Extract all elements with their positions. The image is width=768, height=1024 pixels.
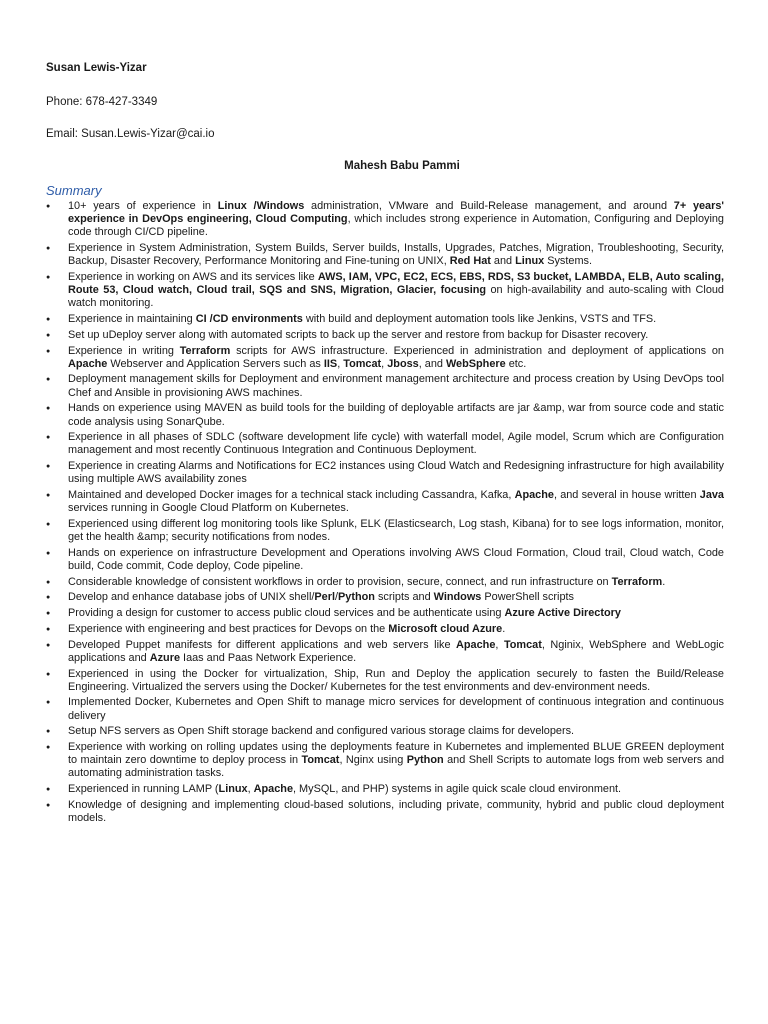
summary-item <box>46 741 724 781</box>
summary-item-text: scripts and <box>374 591 434 604</box>
summary-item <box>46 783 724 796</box>
summary-item-text: Linux /Windows <box>217 200 305 212</box>
summary-item-text: Deployment management skills for Deployment and environment management architecture and process creation by Using DevOps tool Chef and Ansible in provisioning AWS machines. <box>68 373 724 399</box>
summary-item <box>46 373 724 399</box>
summary-item-text: , and several in house written <box>553 489 700 502</box>
summary-item-text: PowerShell scripts <box>481 591 574 604</box>
summary-item-text: Setup NFS servers as Open Shift storage backend and configured various storage claims for developers. <box>68 725 575 738</box>
summary-item-text: / <box>335 591 339 604</box>
summary-item <box>46 799 724 825</box>
summary-item-text: Maintained and developed Docker images for a technical stack including Cassandra, Kafka, <box>68 489 515 502</box>
summary-item-text: , <box>381 357 388 370</box>
summary-item-text: IIS <box>323 357 338 370</box>
summary-item <box>46 460 724 486</box>
summary-item-text: Windows <box>433 591 482 604</box>
summary-item <box>46 329 724 342</box>
summary-item-text: Tomcat <box>343 357 382 370</box>
summary-item-text: , which includes strong experience in Automation, Configuring and Deploying code through CI/CD pipeline. <box>68 213 724 239</box>
summary-item-text: Red Hat <box>449 255 491 268</box>
summary-item-text: Terraform <box>611 575 663 588</box>
summary-item <box>46 200 724 240</box>
summary-item <box>46 271 724 311</box>
summary-item <box>46 725 724 738</box>
summary-item-text: , <box>247 783 254 796</box>
summary-item-text: Knowledge of designing and implementing cloud-based solutions, including private, community, hybrid and public cloud deployment models. <box>68 798 724 825</box>
summary-item-text: Linux <box>218 783 248 796</box>
summary-item-text: , <box>337 357 344 370</box>
summary-item-text: Apache <box>68 357 108 370</box>
summary-item-text: Linux <box>515 255 545 268</box>
summary-item-text: on high-availability and auto-scaling with Cloud watch monitoring. <box>68 284 724 310</box>
summary-item-text: Developed Puppet manifests for different applications and web servers like <box>68 638 457 651</box>
summary-item-text: , Nginx using <box>339 754 407 767</box>
summary-item-text: Apache <box>253 783 293 796</box>
summary-item <box>46 639 724 665</box>
summary-item <box>46 547 724 573</box>
summary-item-text: Experience in maintaining <box>68 313 196 326</box>
summary-item <box>46 576 724 589</box>
summary-item-text: Experience in creating Alarms and Notifications for EC2 instances using Cloud Watch and Redesigning infrastructure for high availability using multiple AWS availability zones <box>68 460 724 486</box>
summary-item-text: AWS, IAM, VPC, EC2, ECS, EBS, RDS, S3 bucket, LAMBDA, ELB, Auto scaling, Route 53, Cloud watch, Cloud trail, SQS and SNS, Migration, Glacier, focusing <box>68 271 725 297</box>
summary-item-text: 10+ years of experience in <box>68 200 218 212</box>
summary-item-text: Hands on experience using MAVEN as build tools for the building of deployable artifacts are jar &amp, war from source code and static code analysis using SonarQube. <box>68 402 724 428</box>
summary-item-text: Set up uDeploy server along with automated scripts to back up the server and restore from backup for Disaster recovery. <box>68 328 649 341</box>
contact-name: Susan Lewis-Yizar <box>46 62 147 74</box>
summary-item <box>46 402 724 428</box>
summary-item-text: . <box>662 575 666 588</box>
contact-email: Email: Susan.Lewis-Yizar@cai.io <box>46 128 215 140</box>
summary-item-text: Jboss <box>387 357 419 370</box>
summary-item-text: , Nginix, WebSphere and WebLogic applications and <box>68 638 724 664</box>
contact-phone: Phone: 678-427-3349 <box>46 96 158 108</box>
summary-item-text: Systems. <box>544 255 592 268</box>
summary-item <box>46 242 724 268</box>
summary-item-text: services running in Google Cloud Platform on Kubernetes. <box>68 502 349 515</box>
summary-item-text: etc. <box>505 357 527 370</box>
summary-item-text: Experience in writing <box>68 344 180 357</box>
summary-item-text: Develop and enhance database jobs of UNIX shell/ <box>68 591 315 604</box>
summary-item-text: Webserver and Application Servers such as <box>107 357 324 370</box>
summary-list <box>46 200 724 825</box>
summary-item-text: . <box>502 622 506 635</box>
summary-item-text: Java <box>699 489 724 502</box>
summary-item-text: Hands on experience on infrastructure Development and Operations involving AWS Cloud Formation, Cloud trail, Cloud watch, Code build, Code commit, Code deploy, Code pipeline. <box>68 546 724 573</box>
summary-item-text: CI /CD environments <box>195 313 303 326</box>
summary-item <box>46 518 724 544</box>
summary-item-text: Providing a design for customer to access public cloud services and be authenticate using <box>68 607 505 620</box>
summary-item <box>46 696 724 722</box>
summary-item-text: , MySQL, and PHP) systems in agile quick scale cloud environment. <box>293 783 622 796</box>
summary-item-text: Experience in working on AWS and its services like <box>68 271 318 284</box>
summary-item-text: administration, VMware and Build-Release management, and around <box>304 200 674 212</box>
summary-item-text: Experience with engineering and best practices for Devops on the <box>68 622 389 635</box>
summary-item-text: , and <box>418 357 446 370</box>
summary-item-text: with build and deployment automation tools like Jenkins, VSTS and TFS. <box>302 313 657 326</box>
summary-item-text: Microsoft cloud Azure <box>388 622 503 635</box>
summary-item-text: Implemented Docker, Kubernetes and Open Shift to manage micro services for development of continuous integration and continuous delivery <box>68 696 724 722</box>
summary-item-text: Perl <box>314 591 336 604</box>
summary-item-text: Iaas and Paas Network Experience. <box>180 651 357 664</box>
summary-item-text: 7+ years' experience in DevOps engineering, Cloud Computing <box>68 200 724 226</box>
summary-item-text: Experience in all phases of SDLC (software development life cycle) with waterfall model, Agile model, Scrum which are Configuration management and most recently Continuous Integration and Continuous Deployment. <box>68 431 724 457</box>
summary-item-text: Experienced using different log monitoring tools like Splunk, ELK (Elasticsearch, Log stash, Kibana) for to see logs information, monitor, get the health &amp; security notifications from nodes. <box>68 517 724 544</box>
summary-item <box>46 607 724 620</box>
summary-item <box>46 668 724 694</box>
summary-item-text: Experience with working on rolling updates using the deployments feature in Kubernetes and implemented BLUE GREEN deployment to maintain zero downtime to deploy process in <box>68 741 724 767</box>
summary-item-text: Python <box>406 754 444 767</box>
summary-heading: Summary <box>46 183 102 198</box>
summary-item <box>46 591 724 604</box>
summary-item-text: Apache <box>514 489 554 502</box>
summary-item-text: Tomcat <box>301 754 340 767</box>
summary-item-text: Azure Active Directory <box>504 607 621 620</box>
summary-item <box>46 431 724 457</box>
summary-item-text: Azure <box>149 651 181 664</box>
summary-item <box>46 489 724 515</box>
summary-item <box>46 345 724 371</box>
summary-item-text: Terraform <box>179 344 231 357</box>
summary-item-text: Considerable knowledge of consistent workflows in order to provision, secure, connect, and run infrastructure on <box>68 575 612 588</box>
summary-item-text: Experienced in running LAMP ( <box>68 783 219 796</box>
summary-item-text: and <box>490 255 516 268</box>
summary-item <box>46 313 724 326</box>
summary-item-text: scripts for AWS infrastructure. Experienced in administration and deployment of applications on <box>230 344 724 357</box>
candidate-name: Mahesh Babu Pammi <box>344 160 460 172</box>
summary-item <box>46 623 724 636</box>
summary-item-text: Experience in System Administration, System Builds, Server builds, Installs, Upgrades, Patches, Migration, Troubleshooting, Security, Backup, Disaster Recovery, Performance Monitoring and Fine-tuning on UNIX, <box>68 242 724 268</box>
summary-item-text: , <box>495 638 504 651</box>
summary-item-text: and Shell Scripts to automate logs from web servers and automating administration tasks. <box>68 754 725 780</box>
summary-item-text: Tomcat <box>503 638 542 651</box>
summary-item-text: Experienced in using the Docker for virtualization, Ship, Run and Deploy the application securely to fasten the Build/Release Engineering. Virtualized the servers using the Docker/ Kubernetes for the test environments and dev-environment needs. <box>68 667 724 693</box>
summary-item-text: WebSphere <box>445 357 506 370</box>
summary-item-text: Python <box>338 591 375 604</box>
summary-item-text: Apache <box>456 638 496 651</box>
